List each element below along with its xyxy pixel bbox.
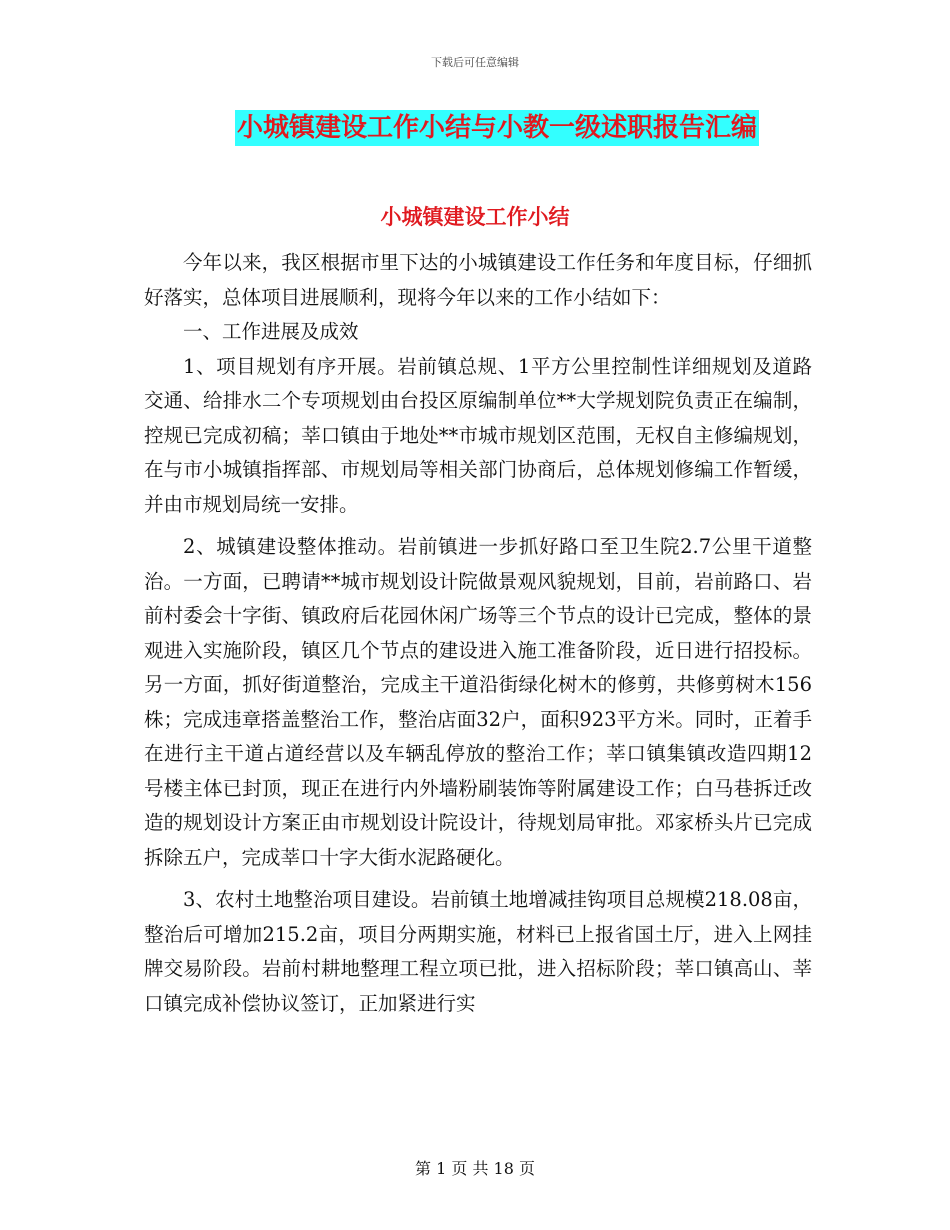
- section-title: 小城镇建设工作小结: [380, 205, 570, 229]
- document-title: 小城镇建设工作小结与小教一级述职报告汇编: [235, 110, 759, 146]
- paragraph-construction: 2、城镇建设整体推动。岩前镇进一步抓好路口至卫生院2.7公里干道整治。一方面，已聘请**城市规划设计院做景观风貌规划，目前，岩前路口、岩前村委会十字街、镇政府后花园休闲广场等三个节点的设计已完成，整体的景观进入实施阶段，镇区几个节点的建设进入施工准备阶段，近日进行招投标。另一方面，抓好街道整治，完成主干道沿街绿化树木的修剪，共修剪树木156株；完成违章搭盖整治工作，整治店面32户，面积923平方米。同时，正着手在进行主干道占道经营以及车辆乱停放的整治工作；莘口镇集镇改造四期12号楼主体已封顶，现正在进行内外墙粉刷装饰等附属建设工作；白马巷拆迁改造的规划设计方案正由市规划设计院设计，待规划局审批。邓家桥头片已完成拆除五户，完成莘口十字大街水泥路硬化。: [144, 535, 812, 869]
- paragraph-land-remediation: 3、农村土地整治项目建设。岩前镇土地增减挂钩项目总规模218.08亩，整治后可增加215.2亩，项目分两期实施，材料已上报省国土厅，进入上网挂牌交易阶段。岩前村耕地整理工程立项已批，进入招标阶段；莘口镇高山、莘口镇完成补偿协议签订，正加紧进行实: [144, 888, 812, 1015]
- paragraph-intro: 今年以来，我区根据市里下达的小城镇建设工作任务和年度目标，仔细抓好落实，总体项目进展顺利，现将今年以来的工作小结如下：: [144, 251, 812, 309]
- paragraph-heading-progress: 一、工作进展及成效: [183, 320, 359, 343]
- page-number-footer: 第 1 页 共 18 页: [415, 1159, 535, 1178]
- header-note: 下载后可任意编辑: [431, 56, 519, 69]
- body-text: [144, 246, 812, 1021]
- paragraph-planning: 1、项目规划有序开展。岩前镇总规、1平方公里控制性详细规划及道路交通、给排水二个专项规划由台投区原编制单位**大学规划院负责正在编制，控规已完成初稿；莘口镇由于地处**市城市规划区范围，无权自主修编规划，在与市小城镇指挥部、市规划局等相关部门协商后，总体规划修编工作暂缓，并由市规划局统一安排。: [144, 354, 812, 516]
